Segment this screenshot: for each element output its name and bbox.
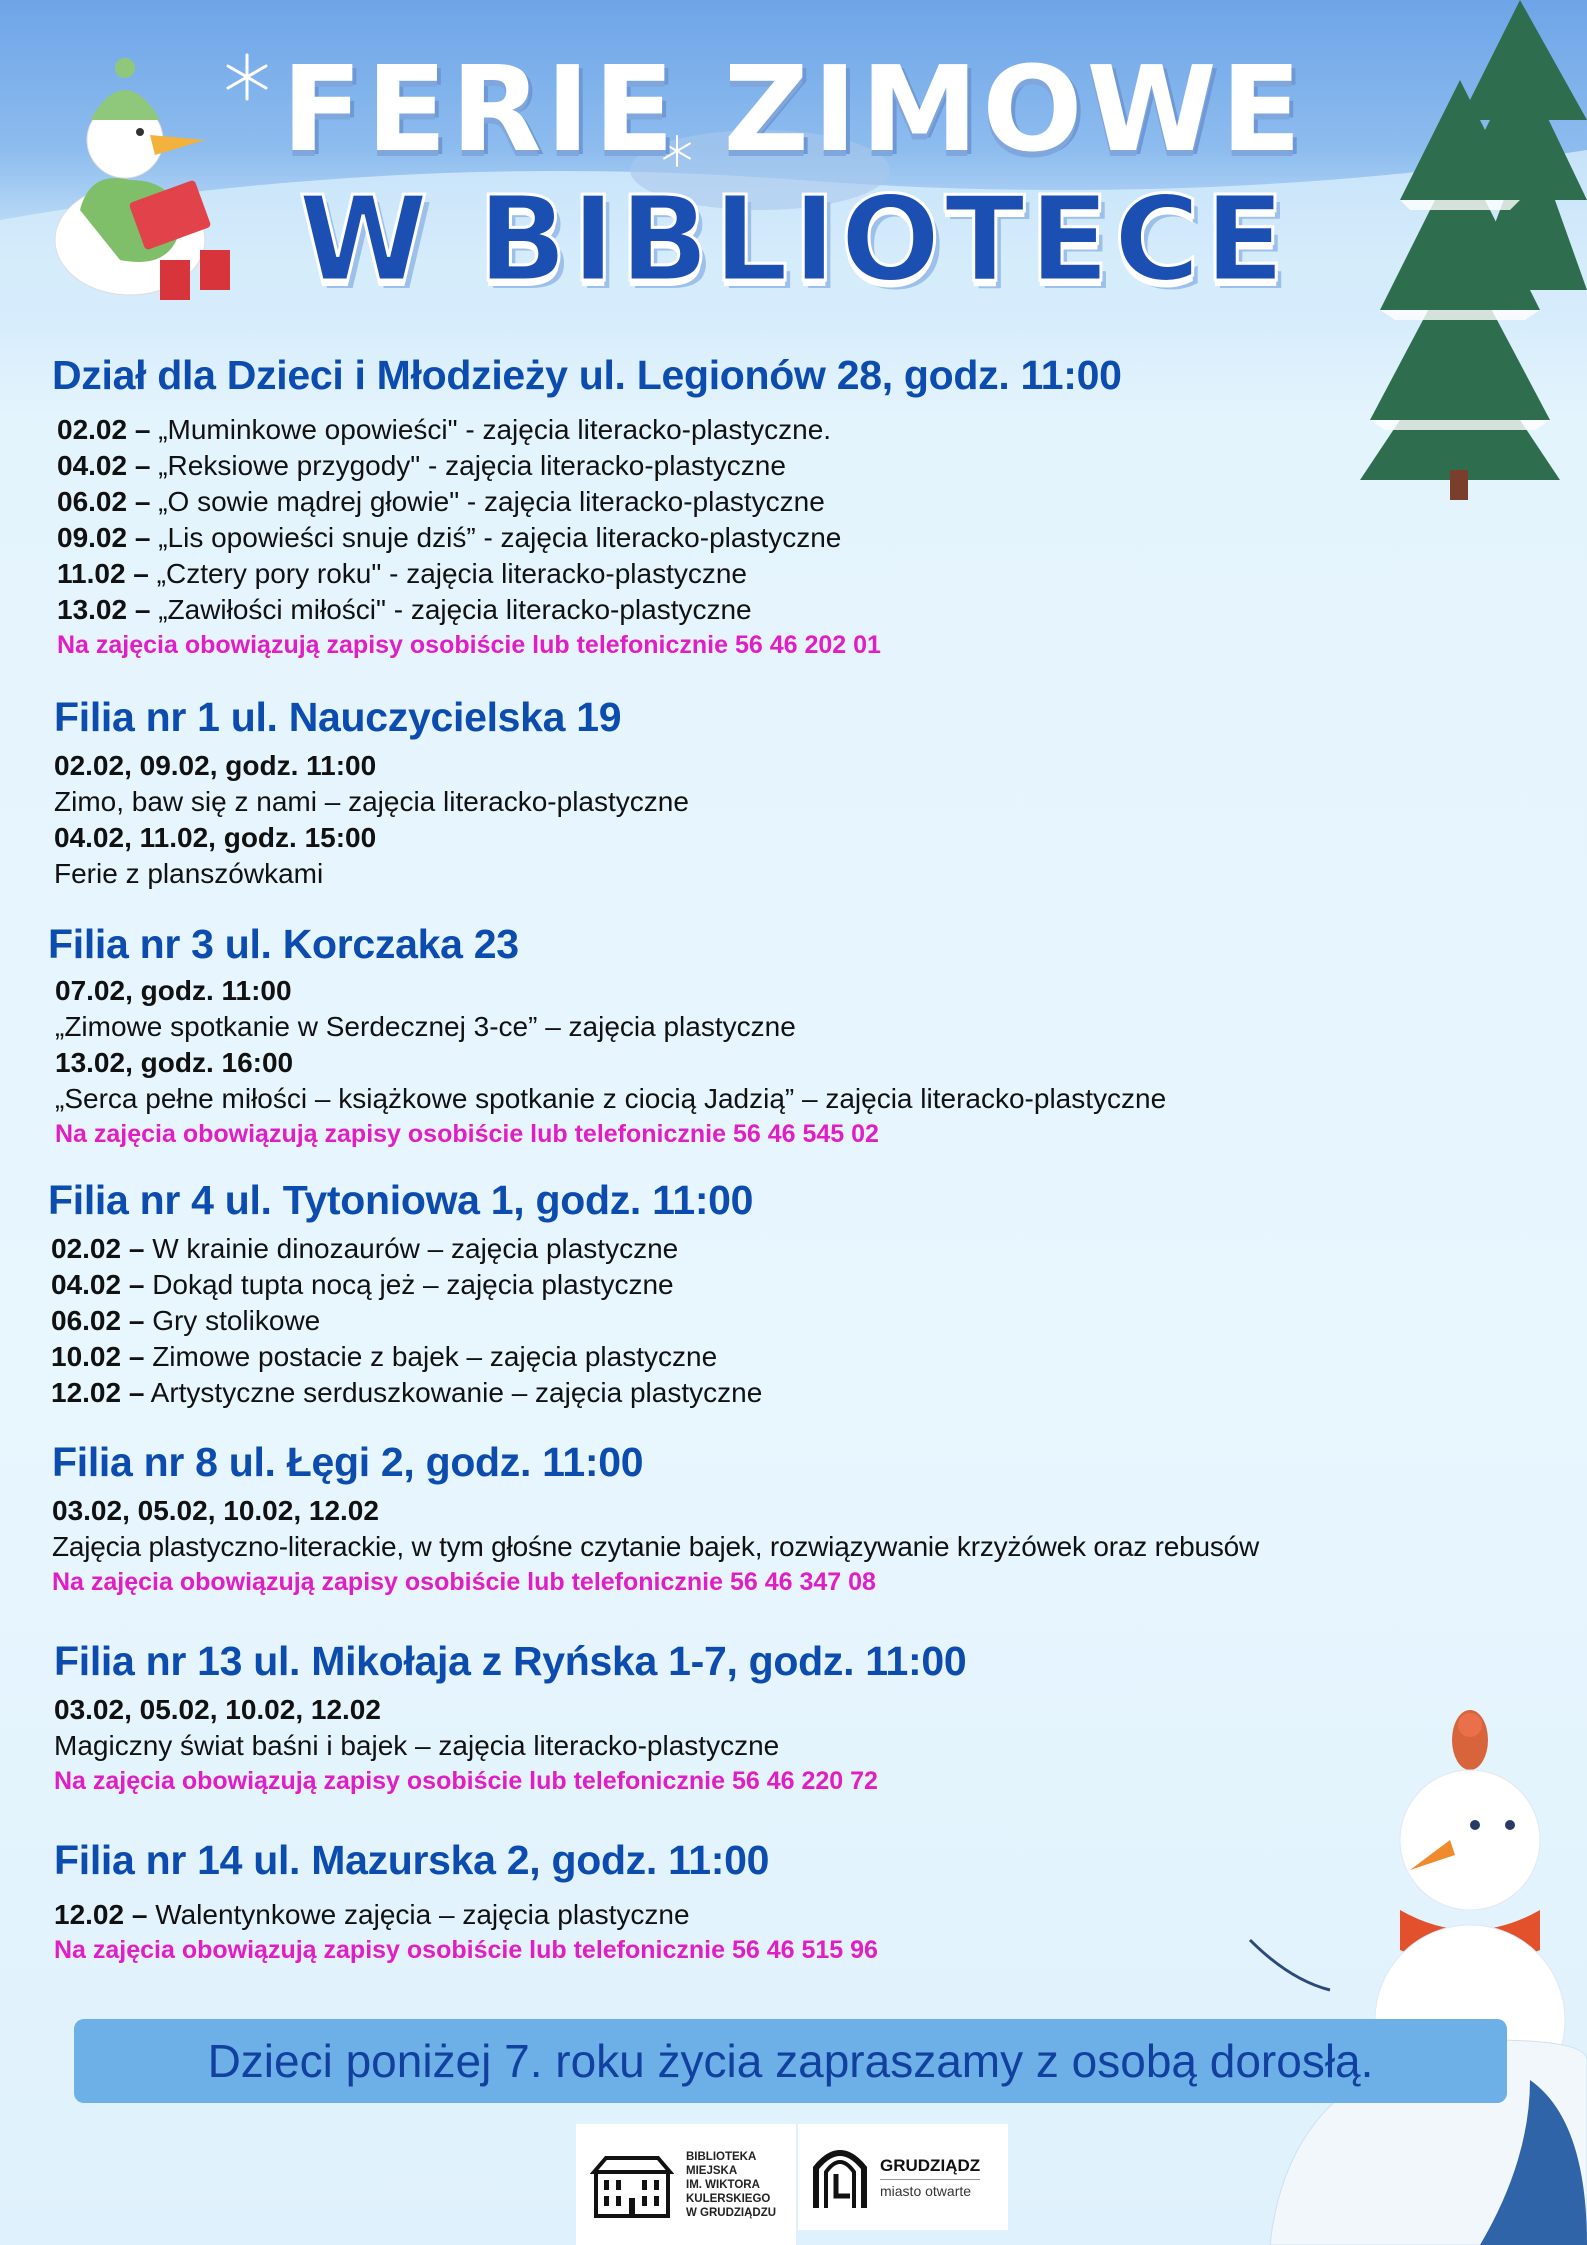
event-description: „Serca pełne miłości – książkowe spotkanie z ciocią Jadzią” – zajęcia literacko-plastyczne xyxy=(55,1083,1167,1114)
library-logo: BIBLIOTEKA MIEJSKA IM. WIKTORA KULERSKIEGO W GRUDZIĄDZU xyxy=(576,2124,796,2245)
event-description: Ferie z planszówkami xyxy=(54,858,324,889)
registration-note: Na zajęcia obowiązują zapisy osobiście lub telefonicznie 56 46 202 01 xyxy=(57,631,881,659)
section-dzial-dzieci xyxy=(52,346,1122,662)
event-line: 02.02 – „Muminkowe opowieści" - zajęcia literacko-plastyczne. xyxy=(57,414,832,445)
section-heading: Filia nr 3 ul. Korczaka 23 xyxy=(48,921,519,967)
event-description: „Zimowe spotkanie w Serdecznej 3-ce” – zajęcia plastyczne xyxy=(55,1011,796,1042)
event-date: 02.02, 09.02, godz. 11:00 xyxy=(54,750,377,781)
event-date: 13.02, godz. 16:00 xyxy=(55,1047,294,1078)
poster-title-line2: W BIBLIOTECE xyxy=(298,170,1289,308)
city-gate-icon xyxy=(812,2144,868,2210)
section-filia-3 xyxy=(48,915,1166,1151)
event-description: Zajęcia plastyczno-literackie, w tym głośne czytanie bajek, rozwiązywanie krzyżówek oraz rebusów xyxy=(52,1531,1260,1562)
registration-note: Na zajęcia obowiązują zapisy osobiście lub telefonicznie 56 46 347 08 xyxy=(52,1568,876,1596)
library-building-icon xyxy=(590,2150,674,2220)
event-description: Magiczny świat baśni i bajek – zajęcia literacko-plastyczne xyxy=(54,1730,780,1761)
event-line: 06.02 – Gry stolikowe xyxy=(51,1305,321,1336)
event-line: 12.02 – Walentynkowe zajęcia – zajęcia plastyczne xyxy=(54,1899,690,1930)
age-notice-banner: Dzieci poniżej 7. roku życia zapraszamy z osobą dorosłą. xyxy=(74,2019,1507,2103)
event-date: 04.02, 11.02, godz. 15:00 xyxy=(54,822,377,853)
registration-note: Na zajęcia obowiązują zapisy osobiście lub telefonicznie 56 46 545 02 xyxy=(55,1120,879,1148)
event-line: 06.02 – „O sowie mądrej głowie" - zajęcia literacko-plastyczne xyxy=(57,486,825,517)
section-heading: Filia nr 14 ul. Mazurska 2, godz. 11:00 xyxy=(54,1837,770,1883)
section-filia-1 xyxy=(54,688,689,892)
sponsor-logos xyxy=(576,2124,1008,2245)
section-filia-13 xyxy=(54,1632,966,1798)
registration-note: Na zajęcia obowiązują zapisy osobiście lub telefonicznie 56 46 515 96 xyxy=(54,1936,878,1964)
event-line: 11.02 – „Cztery pory roku" - zajęcia literacko-plastyczne xyxy=(57,558,748,589)
snowman-with-bird-illustration xyxy=(1230,1700,1587,2245)
section-heading: Dział dla Dzieci i Młodzieży ul. Legionów 28, godz. 11:00 xyxy=(52,352,1122,398)
section-heading: Filia nr 4 ul. Tytoniowa 1, godz. 11:00 xyxy=(48,1177,754,1223)
event-line: 02.02 – W krainie dinozaurów – zajęcia plastyczne xyxy=(51,1233,679,1264)
section-heading: Filia nr 8 ul. Łęgi 2, godz. 11:00 xyxy=(52,1439,644,1485)
event-date: 03.02, 05.02, 10.02, 12.02 xyxy=(52,1495,379,1526)
event-line: 04.02 – „Reksiowe przygody" - zajęcia literacko-plastyczne xyxy=(57,450,786,481)
section-heading: Filia nr 1 ul. Nauczycielska 19 xyxy=(54,694,622,740)
event-date: 07.02, godz. 11:00 xyxy=(55,975,292,1006)
event-line: 13.02 – „Zawiłości miłości" - zajęcia literacko-plastyczne xyxy=(57,594,752,625)
section-filia-4 xyxy=(48,1171,762,1411)
section-heading: Filia nr 13 ul. Mikołaja z Ryńska 1-7, godz. 11:00 xyxy=(54,1638,967,1684)
event-line: 09.02 – „Lis opowieści snuje dziś” - zajęcia literacko-plastyczne xyxy=(57,522,842,553)
section-filia-14 xyxy=(54,1831,878,1967)
event-description: Zimo, baw się z nami – zajęcia literacko-plastyczne xyxy=(54,786,689,817)
section-filia-8 xyxy=(52,1433,1259,1599)
event-line: 10.02 – Zimowe postacie z bajek – zajęcia plastyczne xyxy=(51,1341,718,1372)
event-line: 12.02 – Artystyczne serduszkowanie – zajęcia plastyczne xyxy=(51,1377,763,1408)
event-line: 04.02 – Dokąd tupta nocą jeż – zajęcia plastyczne xyxy=(51,1269,674,1300)
poster-title-line1: FERIE ZIMOWE xyxy=(281,40,1306,178)
registration-note: Na zajęcia obowiązują zapisy osobiście lub telefonicznie 56 46 220 72 xyxy=(54,1767,878,1795)
event-date: 03.02, 05.02, 10.02, 12.02 xyxy=(54,1694,381,1725)
grudziadz-city-logo: GRUDZIĄDZ miasto otwarte xyxy=(798,2124,1008,2230)
